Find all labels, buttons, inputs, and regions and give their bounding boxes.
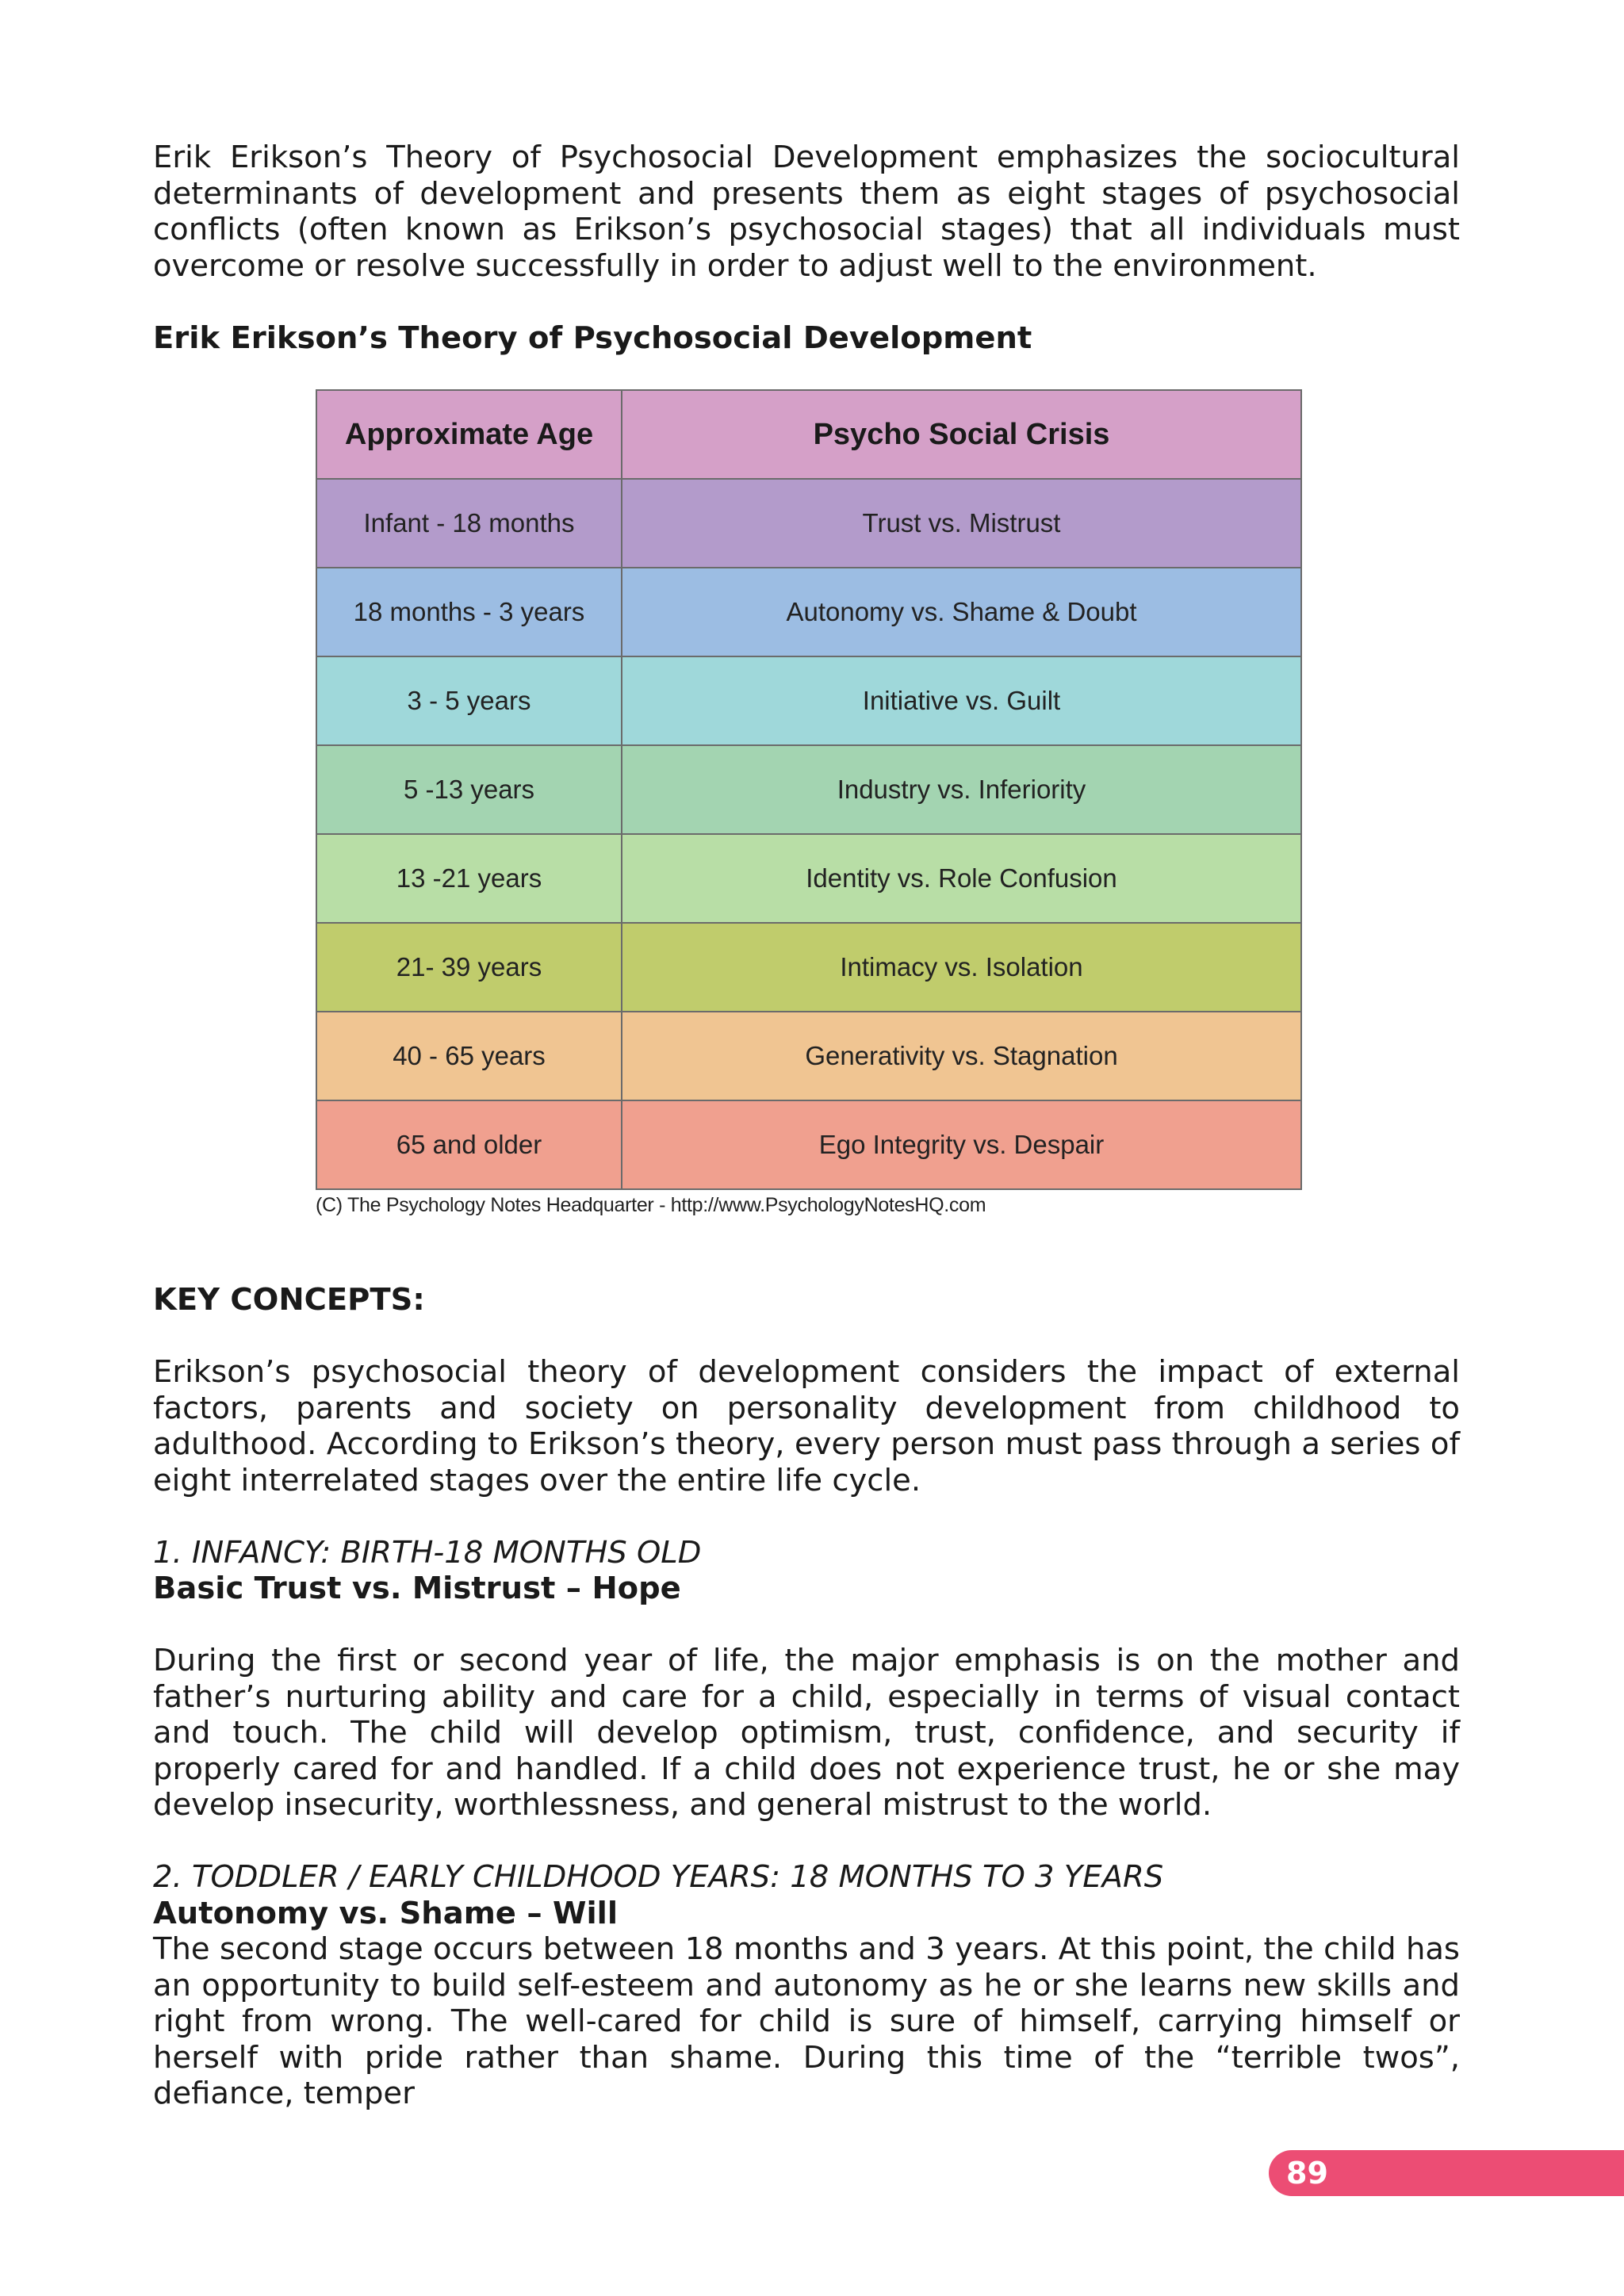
age-cell: 18 months - 3 years xyxy=(316,568,622,656)
age-cell: 21- 39 years xyxy=(316,923,622,1012)
table-row xyxy=(316,745,1301,834)
table-row xyxy=(316,568,1301,656)
table-row xyxy=(316,656,1301,745)
crisis-cell: Trust vs. Mistrust xyxy=(622,479,1301,568)
key-concepts-paragraph: Erikson’s psychosocial theory of development considers the impact of external factors, parents and society on personality development from childhood to adulthood. According to Erikson’s theory, every person must pass through a series of eight interrelated stages over the entire life cycle. xyxy=(153,1354,1460,1498)
key-concepts-title: KEY CONCEPTS: xyxy=(153,1282,425,1318)
age-cell: 3 - 5 years xyxy=(316,656,622,745)
table-body xyxy=(316,479,1301,1189)
table-row xyxy=(316,1012,1301,1100)
crisis-cell: Initiative vs. Guilt xyxy=(622,656,1301,745)
table-row xyxy=(316,479,1301,568)
table-row xyxy=(316,1100,1301,1189)
table-row xyxy=(316,923,1301,1012)
crisis-cell: Industry vs. Inferiority xyxy=(622,745,1301,834)
stage-2-text: The second stage occurs between 18 months and 3 years. At this point, the child has an opportunity to build self-esteem and autonomy as he or she learns new skills and right from wrong. The well-cared for child is sure of himself, carrying himself or herself with pride rather than shame. During this time of the “terrible twos”, defiance, temper xyxy=(153,1931,1460,2111)
crisis-cell: Generativity vs. Stagnation xyxy=(622,1012,1301,1100)
page-number: 89 xyxy=(1286,2156,1328,2191)
table-header-row xyxy=(316,390,1301,479)
crisis-cell: Identity vs. Role Confusion xyxy=(622,834,1301,923)
age-cell: 40 - 65 years xyxy=(316,1012,622,1100)
page-content xyxy=(153,140,1460,356)
stage-2-title: Autonomy vs. Shame – Will xyxy=(153,1895,619,1931)
erikson-stages-table xyxy=(316,389,1302,1190)
crisis-cell: Autonomy vs. Shame & Doubt xyxy=(622,568,1301,656)
erikson-stages-figure xyxy=(316,389,1300,1217)
intro-paragraph: Erik Erikson’s Theory of Psychosocial Development emphasizes the sociocultural determinants of development and presents them as eight stages of psychosocial conflicts (often known as Erikson’s psychosocial stages) that all individuals must overcome or resolve successfully in order to adjust well to the environment. xyxy=(153,140,1460,284)
page-number-tab xyxy=(1269,2150,1624,2196)
age-cell: 5 -13 years xyxy=(316,745,622,834)
stage-1-title: Basic Trust vs. Mistrust – Hope xyxy=(153,1571,681,1606)
stage-1-label: 1. INFANCY: BIRTH-18 MONTHS OLD xyxy=(153,1534,702,1571)
age-cell: 65 and older xyxy=(316,1100,622,1189)
key-concepts-section xyxy=(153,1282,1460,2112)
section-title: Erik Erikson’s Theory of Psychosocial Development xyxy=(153,320,1032,356)
age-cell: Infant - 18 months xyxy=(316,479,622,568)
table-row xyxy=(316,834,1301,923)
age-cell: 13 -21 years xyxy=(316,834,622,923)
crisis-cell: Intimacy vs. Isolation xyxy=(622,923,1301,1012)
header-psycho-social-crisis: Psycho Social Crisis xyxy=(622,390,1301,479)
header-approximate-age: Approximate Age xyxy=(316,390,622,479)
stage-1-text: During the first or second year of life, the major emphasis is on the mother and father’s nurturing ability and care for a child, especially in terms of visual contact and touch. The child will develop optimism, trust, confidence, and security if properly cared for and handled. If a child does not experience trust, he or she may develop insecurity, worthlessness, and general mistrust to the world. xyxy=(153,1643,1460,1823)
figure-credit: (C) The Psychology Notes Headquarter - http://www.PsychologyNotesHQ.com xyxy=(316,1194,986,1216)
crisis-cell: Ego Integrity vs. Despair xyxy=(622,1100,1301,1189)
stage-2-label: 2. TODDLER / EARLY CHILDHOOD YEARS: 18 MONTHS TO 3 YEARS xyxy=(153,1859,1164,1895)
